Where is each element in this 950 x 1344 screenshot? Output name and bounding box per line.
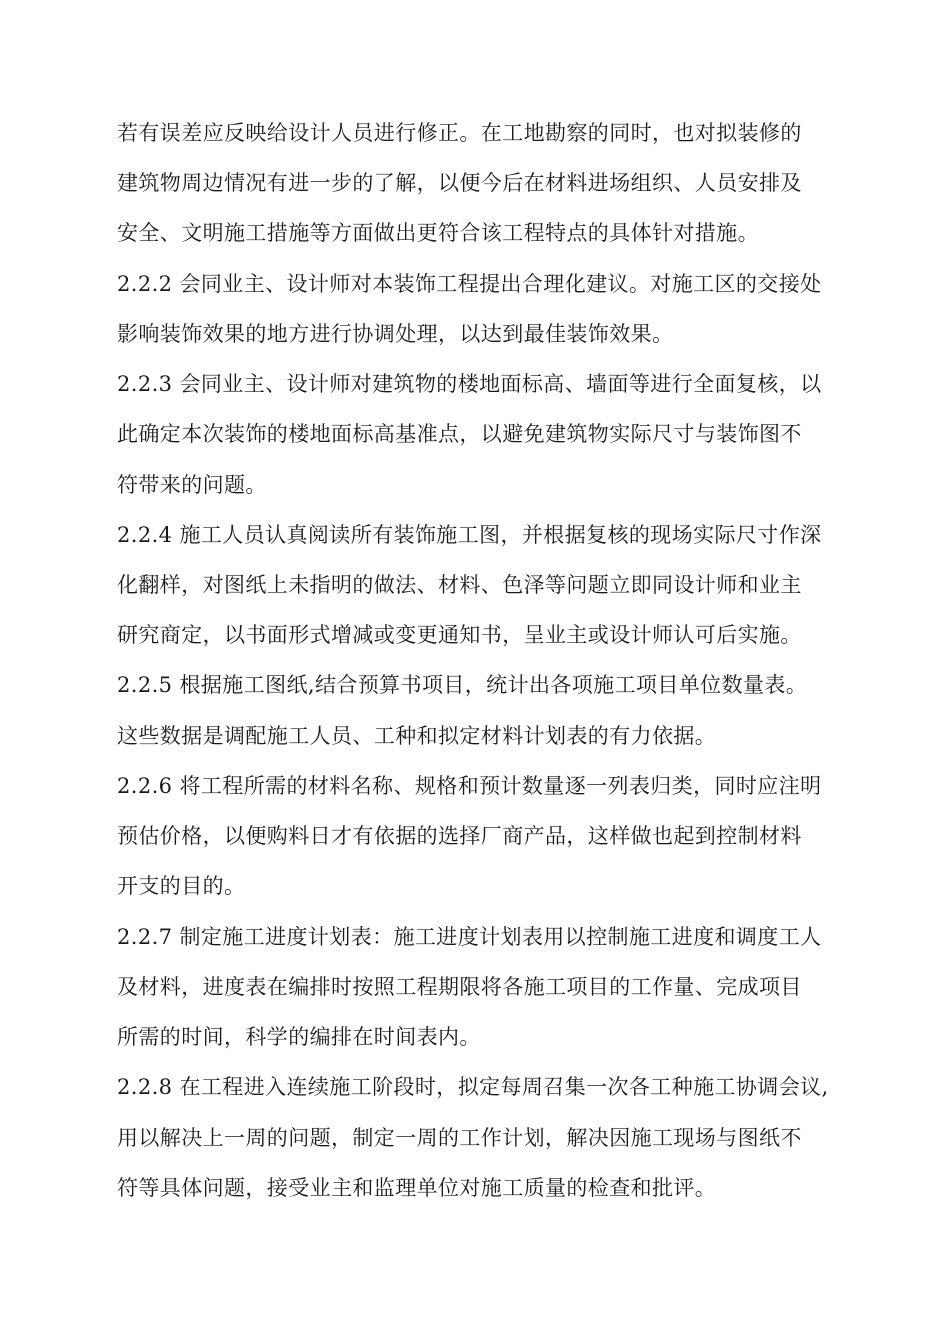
text-line: 符带来的问题。 [117, 473, 267, 497]
text-line: 开支的目的。 [117, 874, 246, 898]
text-line: 研究商定，以书面形式增减或变更通知书，呈业主或设计师认可后实施。 [117, 623, 802, 647]
text-line: 2.2.4 施工人员认真阅读所有装饰施工图，并根据复核的现场实际尺寸作深 [117, 523, 822, 547]
text-line: 2.2.8 在工程进入连续施工阶段时，拟定每周召集一次各工种施工协调会议, [117, 1075, 829, 1099]
text-line: 2.2.6 将工程所需的材料名称、规格和预计数量逐一列表归类，同时应注明 [117, 774, 822, 798]
text-line: 这些数据是调配施工人员、工种和拟定材料计划表的有力依据。 [117, 724, 717, 748]
text-line: 若有误差应反映给设计人员进行修正。在工地勘察的同时，也对拟装修的 [117, 121, 802, 145]
text-line: 及材料，进度表在编排时按照工程期限将各施工项目的工作量、完成项目 [117, 975, 802, 999]
text-line: 安全、文明施工措施等方面做出更符合该工程特点的具体针对措施。 [117, 221, 759, 245]
text-line: 此确定本次装饰的楼地面标高基准点，以避免建筑物实际尺寸与装饰图不 [117, 422, 802, 446]
text-line: 影响装饰效果的地方进行协调处理，以达到最佳装饰效果。 [117, 322, 674, 346]
text-line: 符等具体问题，接受业主和监理单位对施工质量的检查和批评。 [117, 1176, 717, 1200]
text-line: 2.2.3 会同业主、设计师对建筑物的楼地面标高、墙面等进行全面复核，以 [117, 372, 822, 396]
text-line: 建筑物周边情况有进一步的了解，以便今后在材料进场组织、人员安排及 [117, 171, 802, 195]
text-line: 化翻样，对图纸上未指明的做法、材料、色泽等问题立即同设计师和业主 [117, 573, 802, 597]
text-line: 2.2.7 制定施工进度计划表：施工进度计划表用以控制施工进度和调度工人 [117, 925, 822, 949]
text-line: 用以解决上一周的问题，制定一周的工作计划，解决因施工现场与图纸不 [117, 1126, 802, 1150]
text-line: 预估价格，以便购料日才有依据的选择厂商产品，这样做也起到控制材料 [117, 824, 802, 848]
text-line: 2.2.2 会同业主、设计师对本装饰工程提出合理化建议。对施工区的交接处 [117, 272, 822, 296]
text-line: 所需的时间，科学的编排在时间表内。 [117, 1025, 481, 1049]
text-line: 2.2.5 根据施工图纸,结合预算书项目，统计出各项施工项目单位数量表。 [117, 673, 808, 697]
